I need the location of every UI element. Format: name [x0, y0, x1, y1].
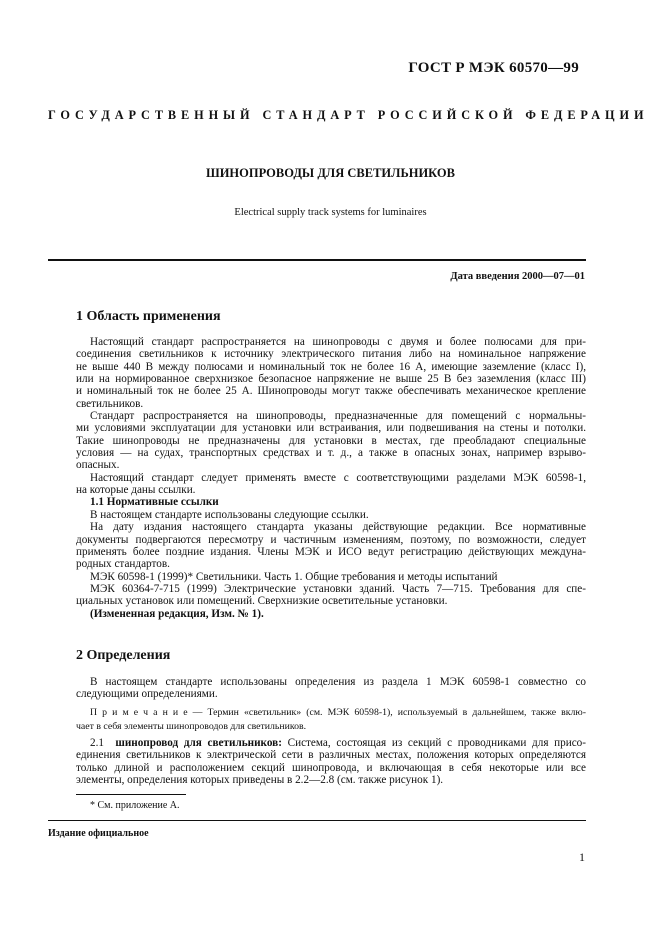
text-line: Такие шинопроводы не предназначены для установки в местах, где преобладают специальные: [76, 434, 586, 447]
definition-number: 2.1: [90, 737, 104, 749]
standard-type-header: ГОСУДАРСТВЕННЫЙ СТАНДАРТ РОССИЙСКОЙ ФЕДЕРАЦИИ: [48, 108, 649, 122]
text-line: В настоящем стандарте использованы определения из раздела 1 МЭК 60598-1 совместно со: [90, 676, 586, 688]
text-line: не выше 440 В между полюсами и номинальный ток не более 16 А, имеющие заземление (класс I),: [76, 360, 586, 373]
document-code: ГОСТ Р МЭК 60570—99: [408, 60, 579, 76]
reference-item: МЭК 60364-7-715 (1999) Электрические установки зданий. Часть 7—715. Требования для спе-: [90, 582, 586, 595]
text-line: светильников.: [76, 397, 144, 410]
section-2-heading: 2 Определения: [76, 648, 171, 663]
reference-item: МЭК 60598-1 (1999)* Светильники. Часть 1. Общие требования и методы испытаний: [90, 570, 498, 583]
text-line: или на нормированное сверхнизкое безопасное напряжение не выше 25 В без заземления (класс III): [76, 373, 586, 386]
note-line: П р и м е ч а н и е — Термин «светильник» (см. МЭК 60598-1), используемый в дальнейшем, также вклю-: [90, 707, 586, 718]
text-line: элементы, определения которых приведены в 2.2—2.8 (см. также рисунок 1).: [76, 774, 444, 787]
footer-divider: [48, 820, 586, 821]
section-1-body: [76, 336, 586, 620]
section-2-note: [76, 706, 586, 734]
document-title: ШИНОПРОВОДЫ ДЛЯ СВЕТИЛЬНИКОВ: [205, 166, 455, 180]
text-line: Настоящий стандарт распространяется на шинопроводы с двумя и более полюсами для при-: [90, 336, 586, 348]
edition-label: Издание официальное: [48, 828, 149, 839]
document-subtitle: Electrical supply track systems for luminaires: [234, 207, 427, 218]
text-line: На дату издания настоящего стандарта указаны действующие редакции. Все нормативные: [90, 521, 586, 534]
definition-term: шинопровод для светильников:: [115, 737, 282, 749]
text-line: Стандарт распространяется на шинопроводы, предназначенные для помещений с нормальны-: [90, 410, 586, 423]
text-line: родных стандартов.: [76, 558, 170, 571]
text-line: В настоящем стандарте использованы следующие ссылки.: [90, 508, 369, 521]
subsection-heading: 1.1 Нормативные ссылки: [90, 496, 219, 509]
text-line: только длиной и расположением секций шинопровода, и включающая в себя некоторые или все: [76, 761, 586, 774]
section-2-intro: [76, 676, 586, 701]
text-line: [76, 737, 586, 749]
text-line: ми условиями эксплуатации для установки или встраивания, или подвешивания на стены и потолки.: [76, 422, 586, 435]
text-line: применять более поздние издания. Члены МЭК и ИСО ведут регистрацию действующих междуна-: [76, 545, 586, 558]
text-line: условия — на судах, транспортных средствах и т. д., а также в опасных зонах, например взрыво-: [76, 447, 586, 460]
note-line: чает в себя элементы шинопроводов для светильников.: [76, 721, 307, 732]
text-line: и номинальный ток не более 25 А. Шинопроводы могут также обеспечивать механическое крепление: [76, 385, 586, 398]
header-divider: [48, 259, 586, 261]
text-line: Настоящий стандарт следует применять вместе с соответствующими разделами МЭК 60598-1,: [90, 471, 586, 484]
definition-2-1: [76, 737, 586, 786]
text-line: циальных установок или помещений. Сверхнизкие осветительные установки.: [76, 595, 448, 608]
text-line: соединения светильников к источнику электрического питания либо на номинальное напряжение: [76, 348, 586, 361]
text-line: документы подвергаются пересмотру и частичным изменениям, поэтому, по возможности, следует: [76, 533, 586, 546]
amendment-note: (Измененная редакция, Изм. № 1).: [90, 607, 264, 620]
text-line: следующими определениями.: [76, 688, 218, 701]
text-line: единения светильников к электрической сети в различных местах, положения которых определяются: [76, 749, 586, 762]
section-1-heading: 1 Область применения: [76, 309, 221, 324]
text-line: на которые даны ссылки.: [76, 484, 196, 497]
footnote: * См. приложение А.: [90, 800, 180, 811]
page-number: 1: [579, 850, 585, 864]
footnote-divider: [76, 794, 186, 795]
introduction-date: Дата введения 2000—07—01: [450, 271, 585, 282]
text-line: опасных.: [76, 459, 120, 472]
definition-text: Система, состоящая из секций с проводниками для присо-: [281, 737, 587, 749]
